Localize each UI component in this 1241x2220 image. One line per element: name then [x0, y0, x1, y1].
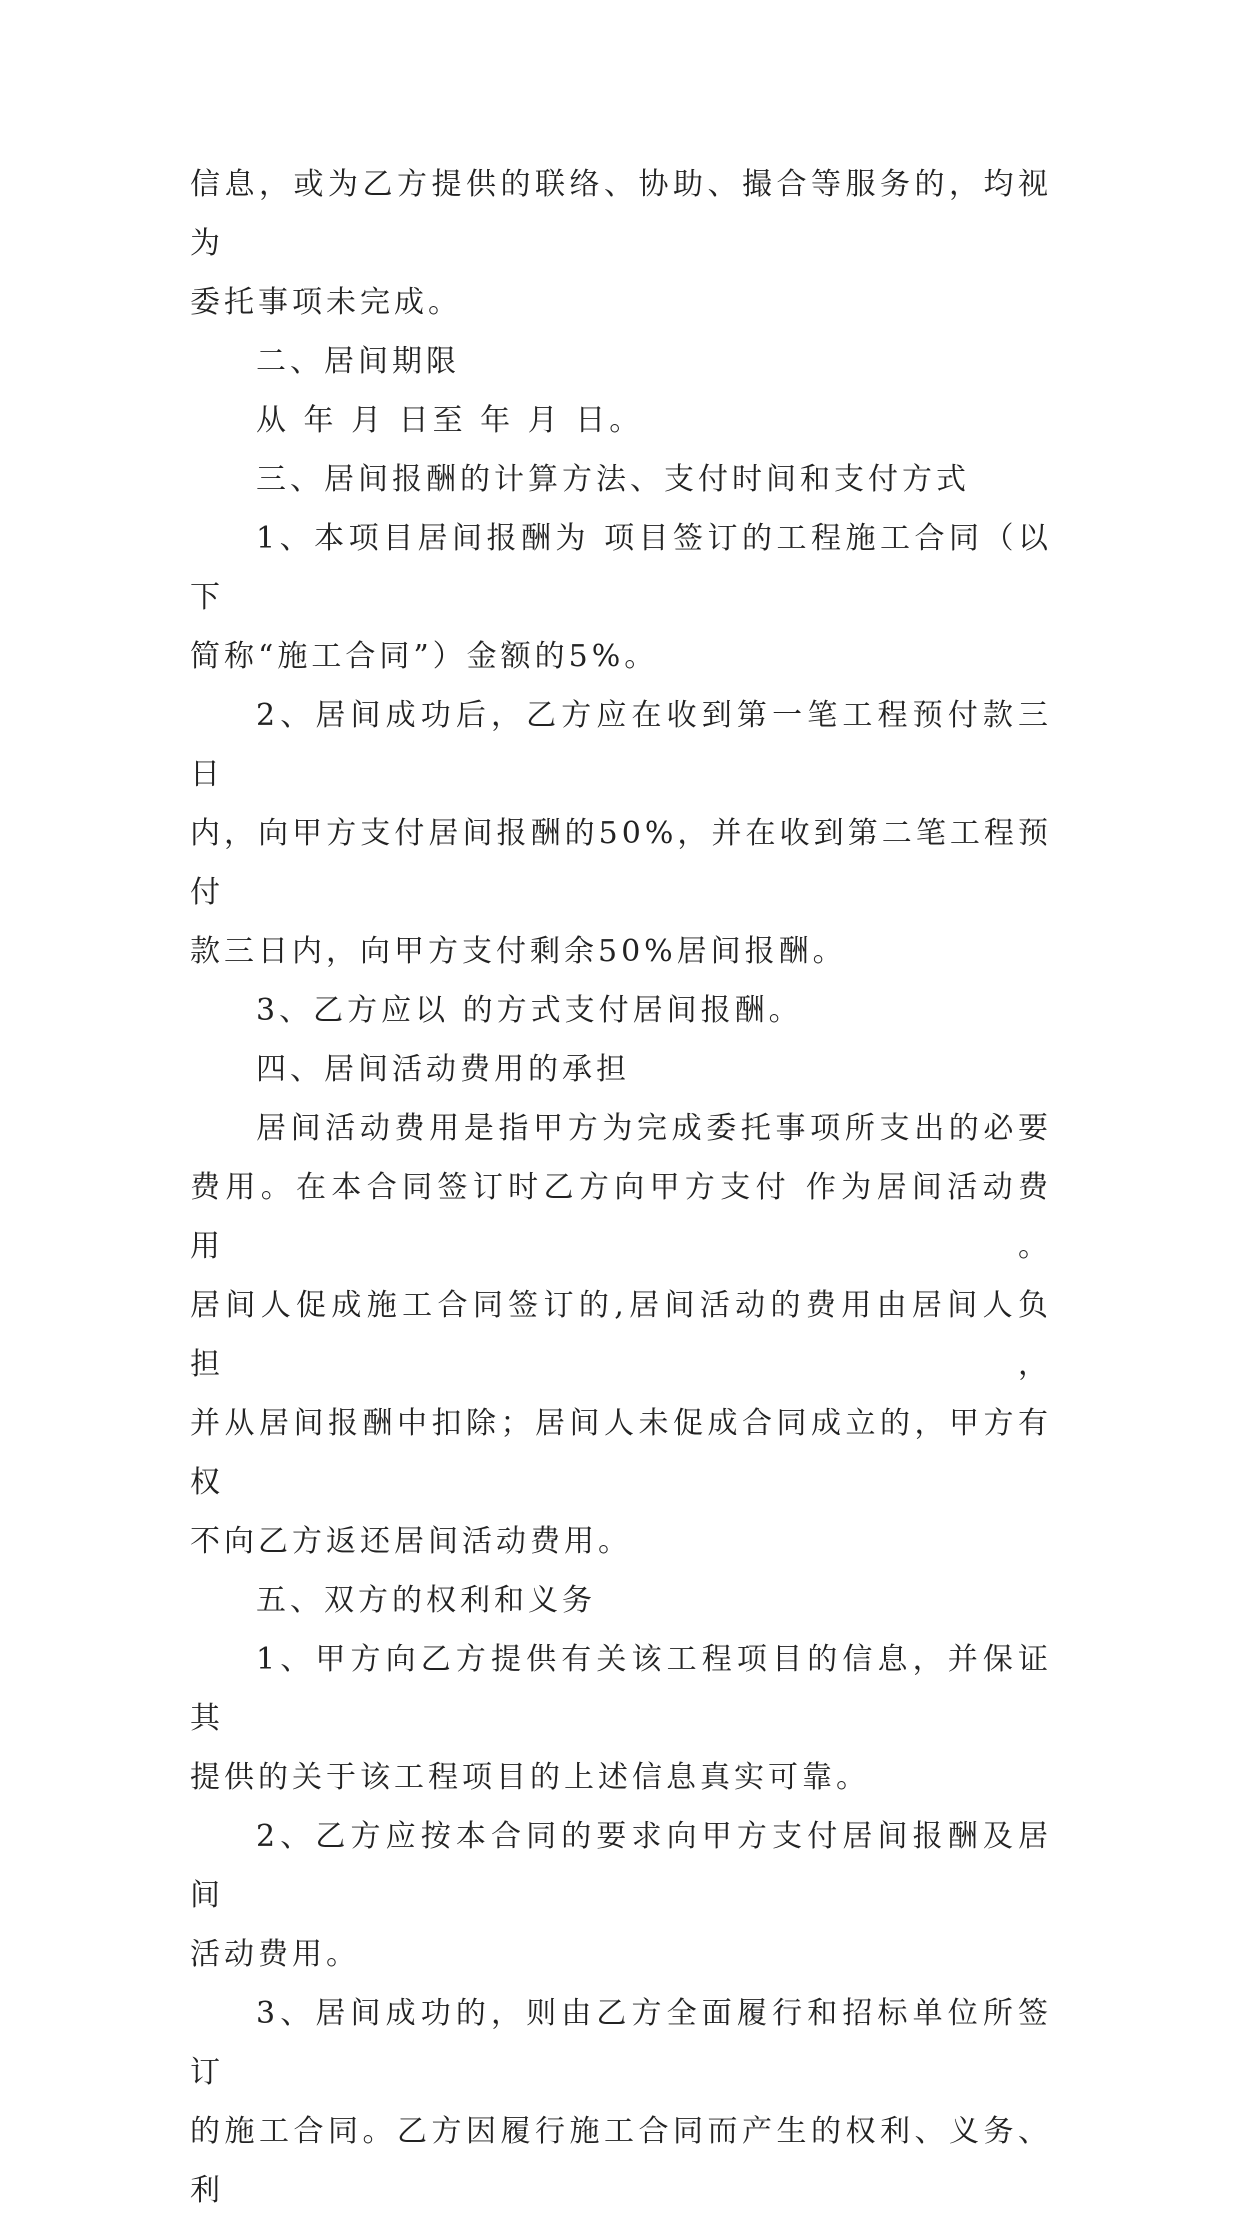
text-line: 居间活动费用是指甲方为完成委托事项所支出的必要: [256, 1111, 1052, 1146]
text-line: 从 年 月 日至 年 月 日。: [256, 403, 644, 438]
text-line: 1、本项目居间报酬为 项目签订的工程施工合同（以下: [190, 521, 1052, 615]
text-line: 1、甲方向乙方提供有关该工程项目的信息，并保证其: [190, 1642, 1052, 1736]
document-body: [190, 155, 1052, 2220]
text-line: 并从居间报酬中扣除；居间人未促成合同成立的，甲方有权: [190, 1406, 1052, 1500]
text-line: 二、居间期限: [256, 344, 460, 379]
text-line: 居间人促成施工合同签订的,居间活动的费用由居间人负担，: [190, 1288, 1052, 1382]
text-line: 简称“施工合同”）金额的5%。: [190, 639, 659, 674]
text-line: 款三日内，向甲方支付剩余50%居间报酬。: [190, 934, 847, 969]
text-line: 不向乙方返还居间活动费用。: [190, 1524, 632, 1559]
text-line: 3、居间成功的，则由乙方全面履行和招标单位所签订: [190, 1996, 1052, 2090]
text-line: 四、居间活动费用的承担: [256, 1052, 630, 1087]
text-line: 2、居间成功后，乙方应在收到第一笔工程预付款三日: [190, 698, 1052, 792]
text-line: 三、居间报酬的计算方法、支付时间和支付方式: [256, 462, 970, 497]
text-line: 2、乙方应按本合同的要求向甲方支付居间报酬及居间: [190, 1819, 1052, 1913]
text-line: 3、乙方应以 的方式支付居间报酬。: [256, 993, 803, 1028]
text-line: 内，向甲方支付居间报酬的50%，并在收到第二笔工程预付: [190, 816, 1052, 910]
text-line: 五、双方的权利和义务: [256, 1583, 596, 1618]
text-line: 信息，或为乙方提供的联络、协助、撮合等服务的，均视为: [190, 167, 1052, 261]
text-line: 提供的关于该工程项目的上述信息真实可靠。: [190, 1760, 870, 1795]
text-line: 委托事项未完成。: [190, 285, 462, 320]
text-line: 活动费用。: [190, 1937, 360, 1972]
text-line: 费用。在本合同签订时乙方向甲方支付 作为居间活动费用。: [190, 1170, 1052, 1264]
text-line: 的施工合同。乙方因履行施工合同而产生的权利、义务、利: [190, 2114, 1052, 2208]
